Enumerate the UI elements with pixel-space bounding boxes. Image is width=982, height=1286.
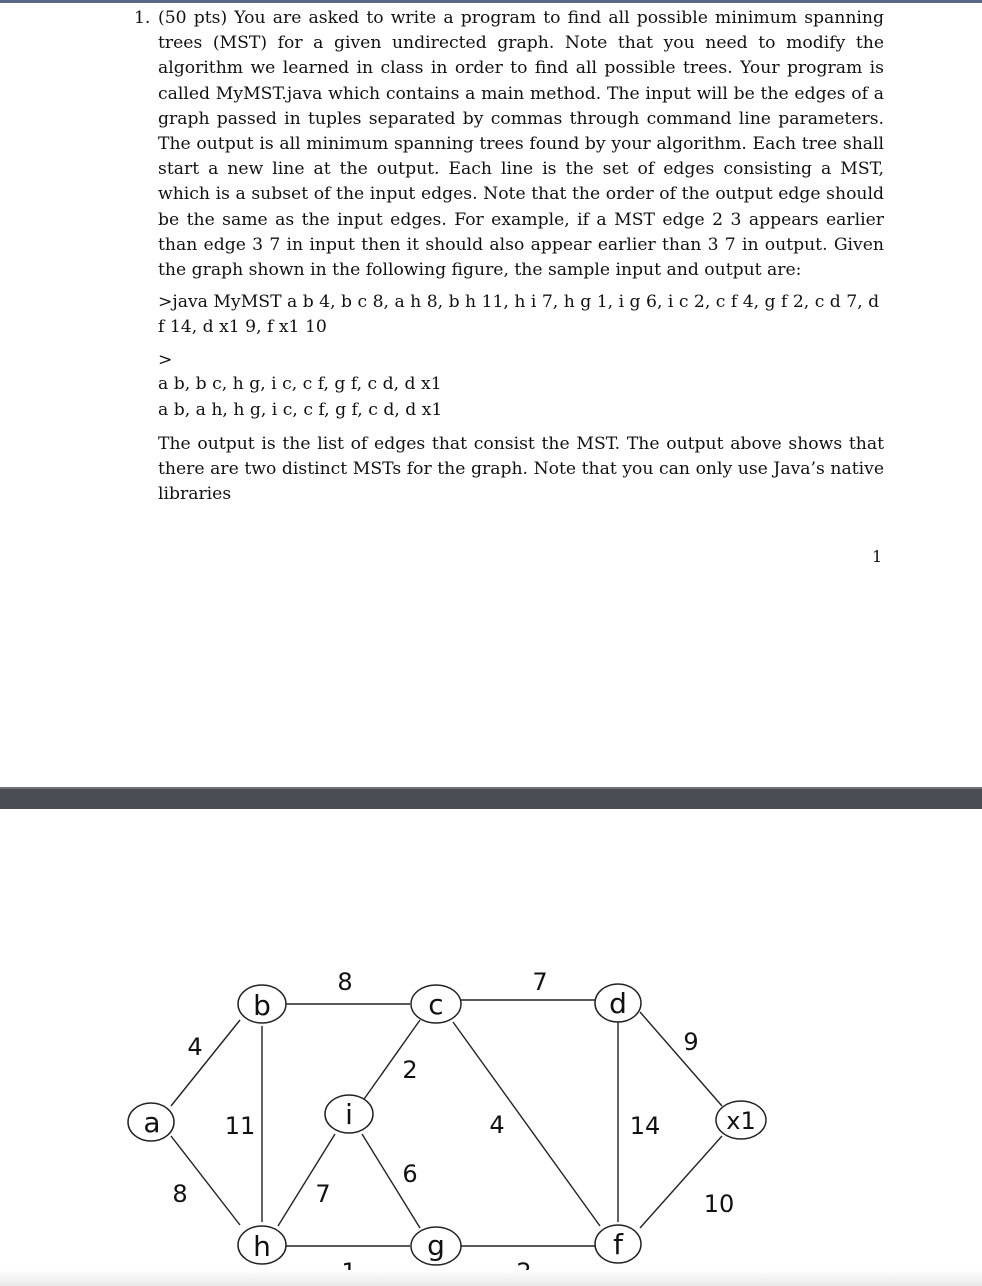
problem-number: 1. <box>134 8 151 28</box>
page-number: 1 <box>872 547 883 566</box>
problem-text: (50 pts) You are asked to write a program to find all possible minimum spanning trees (MST) for a given undirected graph. Note that you need to modify the algorithm we learned in class in order to find all possible trees. Your program is called MyMST.java which contains a main method. The input will be the edges of a graph passed in tuples separated by commas through command line parameters. The output is all minimum spanning trees found by your algorithm. Each tree shall start a new line at the output. Each line is the set of edges consisting a MST, which is a subset of the input edges. Note that the order of the output edge should be the same as the input edges. For example, if a MST edge 2 3 appears earlier than edge 3 7 in input then it should also appear earlier than 3 7 in output. Given the graph shown in the following figure, the sample input and output are: <box>158 8 884 281</box>
weight-i-c: 2 <box>402 1056 418 1084</box>
bottom-edge <box>0 1270 982 1286</box>
node-label-f: f <box>613 1228 623 1261</box>
weight-f-x1: 10 <box>703 1190 735 1218</box>
graph-figure <box>0 940 982 1270</box>
weight-b-h: 11 <box>224 1112 256 1140</box>
weight-i-g: 6 <box>402 1160 418 1188</box>
node-label-a: a <box>143 1106 161 1139</box>
sample-output-line-2: a b, a h, h g, i c, c f, g f, c d, d x1 <box>158 400 443 420</box>
node-label-x1: x1 <box>726 1107 756 1135</box>
node-label-c: c <box>428 988 444 1021</box>
edge-c-f <box>453 1022 600 1226</box>
weight-b-c: 8 <box>337 968 353 996</box>
weight-h-i: 7 <box>315 1180 331 1208</box>
node-label-i: i <box>345 1098 353 1131</box>
output-prompt: > <box>158 350 173 370</box>
sample-output-line-1: a b, b c, h g, i c, c f, g f, c d, d x1 <box>158 374 442 394</box>
node-label-b: b <box>253 989 271 1022</box>
top-border <box>0 0 982 3</box>
weight-d-x1: 9 <box>683 1028 699 1056</box>
node-label-g: g <box>427 1229 445 1262</box>
problem-statement <box>134 6 884 283</box>
output-explanation: The output is the list of edges that consist the MST. The output above shows that there are two distinct MSTs for the graph. Note that you can only use Java’s native libraries <box>158 434 884 505</box>
node-label-h: h <box>253 1230 271 1263</box>
sample-input-command: >java MyMST a b 4, b c 8, a h 8, b h 11, h i 7, h g 1, i g 6, i c 2, c f 4, g f 2, c d 7, d f 14, d x1 9, f x1 10 <box>158 292 880 338</box>
weight-d-f: 14 <box>629 1112 661 1140</box>
weight-c-f: 4 <box>489 1111 505 1139</box>
edge-a-b <box>171 1020 240 1106</box>
weight-a-h: 8 <box>172 1180 188 1208</box>
edge-d-x1 <box>640 1012 722 1106</box>
weight-c-d: 7 <box>532 968 548 996</box>
page-divider <box>0 787 982 809</box>
node-label-d: d <box>609 987 627 1020</box>
weight-a-b: 4 <box>187 1033 203 1061</box>
